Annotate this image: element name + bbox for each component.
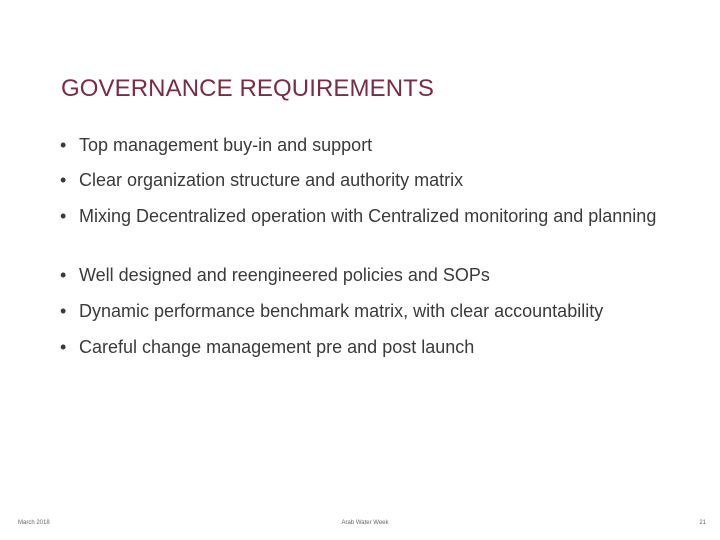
bullet-icon: • xyxy=(60,206,67,226)
bullet-icon: • xyxy=(60,265,67,285)
bullet-text: Clear organization structure and authority matrix xyxy=(79,170,464,190)
footer-event-name: Arab Water Week xyxy=(341,520,389,526)
bullet-icon: • xyxy=(60,135,67,155)
bullet-text: Mixing Decentralized operation with Centralized monitoring and planning xyxy=(79,206,657,226)
list-item xyxy=(60,204,680,228)
list-item xyxy=(60,335,680,359)
list-item xyxy=(60,263,680,287)
list-item xyxy=(60,299,680,323)
list-item xyxy=(60,133,680,157)
bullet-text: Well designed and reengineered policies and SOPs xyxy=(79,265,490,285)
bullet-icon: • xyxy=(60,170,67,190)
slide-title: GOVERNANCE REQUIREMENTS xyxy=(61,75,435,102)
bullet-text: Top management buy-in and support xyxy=(79,135,373,155)
page-number: 21 xyxy=(699,520,706,526)
bullet-text: Careful change management pre and post launch xyxy=(79,337,475,357)
footer-date: March 2018 xyxy=(18,520,50,526)
list-item xyxy=(60,168,680,192)
bullet-icon: • xyxy=(60,337,67,357)
bullet-icon: • xyxy=(60,301,67,321)
bullet-text: Dynamic performance benchmark matrix, with clear accountability xyxy=(79,301,604,321)
